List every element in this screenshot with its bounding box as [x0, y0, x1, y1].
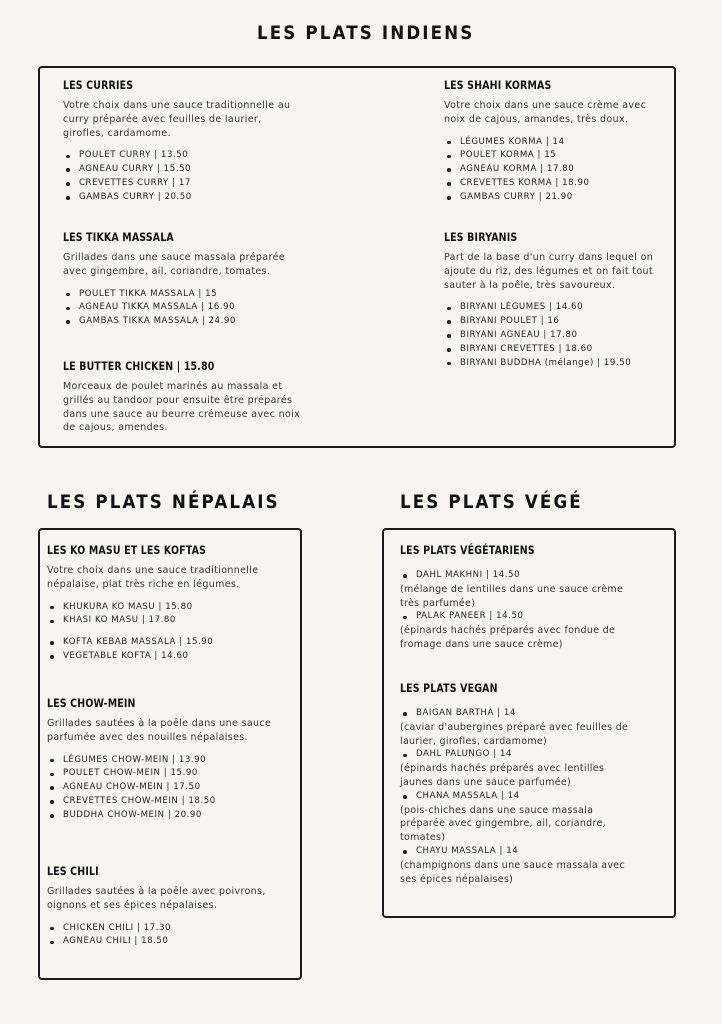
list-item: POULET CHOW-MEIN | 15.90 — [47, 767, 289, 781]
list-item: KHUKURA KO MASU | 15.80 — [47, 601, 289, 615]
list-item: VEGETABLE KOFTA | 14.60 — [47, 650, 289, 664]
chow-mein-list — [47, 754, 289, 823]
chow-mein-heading: LES CHOW-MEIN — [47, 696, 136, 710]
nepalese-dishes-title: LES PLATS NÉPALAIS — [47, 491, 280, 513]
tikka-section — [63, 230, 303, 329]
curries-list — [63, 149, 303, 204]
list-item: AGNEAU CHILI | 18.50 — [47, 935, 289, 949]
ko-masu-section — [47, 543, 289, 664]
tikka-description: Grillades dans une sauce massala préparée avec gingembre, ail, coriandre, tomates. — [63, 252, 285, 277]
kormas-description: Votre choix dans une sauce crème avec noix de cajous, amandes, très doux. — [444, 100, 647, 125]
dish-name: CHANA MASSALA | 14 — [400, 790, 636, 804]
curries-section — [63, 78, 303, 205]
dish-name: CHAYU MASSALA | 14 — [400, 845, 636, 859]
list-item: CREVETTES CURRY | 17 — [63, 177, 303, 191]
list-item — [400, 790, 636, 845]
vegetarian-heading: LES PLATS VÉGÉTARIENS — [400, 543, 535, 557]
veggie-dishes-box — [382, 528, 676, 918]
list-item: POULET CURRY | 13.50 — [63, 149, 303, 163]
list-item: KHASI KO MASU | 17.80 — [47, 614, 289, 628]
biryanis-section — [444, 230, 666, 370]
chili-description: Grillades sautées à la poêle avec poivrons, oignons et ses épices népalaises. — [47, 886, 266, 911]
list-item: POULET TIKKA MASSALA | 15 — [63, 288, 303, 302]
list-item: GAMBAS CURRY | 20.50 — [63, 191, 303, 205]
list-item: AGNEAU TIKKA MASSALA | 16.90 — [63, 301, 303, 315]
list-item: BUDDHA CHOW-MEIN | 20.90 — [47, 809, 289, 823]
list-item: BIRYANI BUDDHA (mélange) | 19.50 — [444, 357, 666, 371]
veggie-dishes-title: LES PLATS VÉGÉ — [400, 491, 583, 513]
list-item: BIRYANI LÉGUMES | 14.60 — [444, 301, 666, 315]
vegetarian-section — [400, 543, 636, 652]
chili-list — [47, 922, 289, 950]
list-item — [400, 610, 636, 651]
curries-heading: LES CURRIES — [63, 78, 134, 92]
list-item: LÉGUMES CHOW-MEIN | 13.90 — [47, 754, 289, 768]
list-item: KOFTA KEBAB MASSALA | 15.90 — [47, 636, 289, 650]
list-item: AGNEAU CHOW-MEIN | 17.50 — [47, 781, 289, 795]
list-item: GAMBAS CURRY | 21.90 — [444, 191, 664, 205]
vegan-section — [400, 681, 636, 886]
list-item: CREVETTES KORMA | 18.90 — [444, 177, 664, 191]
list-item: AGNEAU KORMA | 17.80 — [444, 163, 664, 177]
ko-masu-description: Votre choix dans une sauce traditionnelle népalaise, plat très riche en légumes. — [47, 565, 259, 590]
list-item — [400, 748, 636, 789]
kormas-heading: LES SHAHI KORMAS — [444, 78, 552, 92]
ko-masu-heading: LES KO MASU ET LES KOFTAS — [47, 543, 207, 557]
list-item: CREVETTES CHOW-MEIN | 18.50 — [47, 795, 289, 809]
dish-name: DAHL PALUNGO | 14 — [400, 748, 636, 762]
dish-name: PALAK PANEER | 14.50 — [400, 610, 636, 624]
vegan-heading: LES PLATS VEGAN — [400, 681, 498, 695]
dish-description: (pois-chiches dans une sauce massala préparée avec gingembre, ail, coriandre, tomates) — [400, 804, 606, 844]
nepalese-dishes-box — [38, 528, 302, 980]
butter-chicken-section — [63, 359, 303, 444]
biryanis-list — [444, 301, 666, 370]
list-item: BIRYANI POULET | 16 — [444, 315, 666, 329]
koftas-list — [47, 636, 289, 664]
tikka-list — [63, 288, 303, 329]
dish-name: BAIGAN BARTHA | 14 — [400, 707, 636, 721]
chili-heading: LES CHILI — [47, 864, 99, 878]
list-item: AGNEAU CURRY | 15.50 — [63, 163, 303, 177]
biryanis-description: Part de la base d'un curry dans lequel on ajoute du riz, des légumes et on fait tout sauter à la poêle, très savoureux. — [444, 252, 654, 291]
list-item: GAMBAS TIKKA MASSALA | 24.90 — [63, 315, 303, 329]
curries-description: Votre choix dans une sauce traditionnelle au curry préparée avec feuilles de laurier, girofles, cardamome. — [63, 100, 291, 139]
chow-mein-description: Grillades sautées à la poêle dans une sauce parfumée avec des nouilles népalaises. — [47, 718, 272, 743]
dish-name: DAHL MAKHNI | 14.50 — [400, 569, 636, 583]
kormas-section — [444, 78, 664, 205]
ko-masu-list — [47, 601, 289, 629]
kormas-list — [444, 136, 664, 205]
butter-chicken-heading: LE BUTTER CHICKEN | 15.80 — [63, 359, 215, 373]
indian-dishes-title: LES PLATS INDIENS — [257, 22, 475, 44]
list-item — [400, 707, 636, 748]
dish-description: (mélange de lentilles dans une sauce crème très parfumée) — [400, 583, 624, 609]
biryanis-heading: LES BIRYANIS — [444, 230, 518, 244]
list-item: BIRYANI AGNEAU | 17.80 — [444, 329, 666, 343]
dish-description: (épinards hachés préparés avec lentilles jaunes dans une sauce parfumée) — [400, 763, 605, 788]
list-item — [400, 845, 636, 886]
list-item: POULET KORMA | 15 — [444, 149, 664, 163]
dish-description: (caviar d'aubergines préparé avec feuilles de laurier, girofles, cardamome) — [400, 721, 629, 747]
list-item: CHICKEN CHILI | 17.30 — [47, 922, 289, 936]
butter-chicken-description: Morceaux de poulet marinés au massala et grillés au tandoor pour ensuite être préparés dans une sauce au beurre crémeuse avec noix de cajous, amendes. — [63, 381, 301, 434]
list-item — [400, 569, 636, 610]
dish-description: (épinards hachés préparés avec fondue de fromage dans une sauce crème) — [400, 625, 616, 650]
list-item: BIRYANI CREVETTES | 18.60 — [444, 343, 666, 357]
list-item: LÉGUMES KORMA | 14 — [444, 136, 664, 150]
chow-mein-section — [47, 696, 289, 823]
tikka-heading: LES TIKKA MASSALA — [63, 230, 174, 244]
indian-dishes-box — [38, 66, 676, 448]
chili-section — [47, 864, 289, 949]
dish-description: (champignons dans une sauce massala avec ses épices népalaises) — [400, 859, 625, 885]
